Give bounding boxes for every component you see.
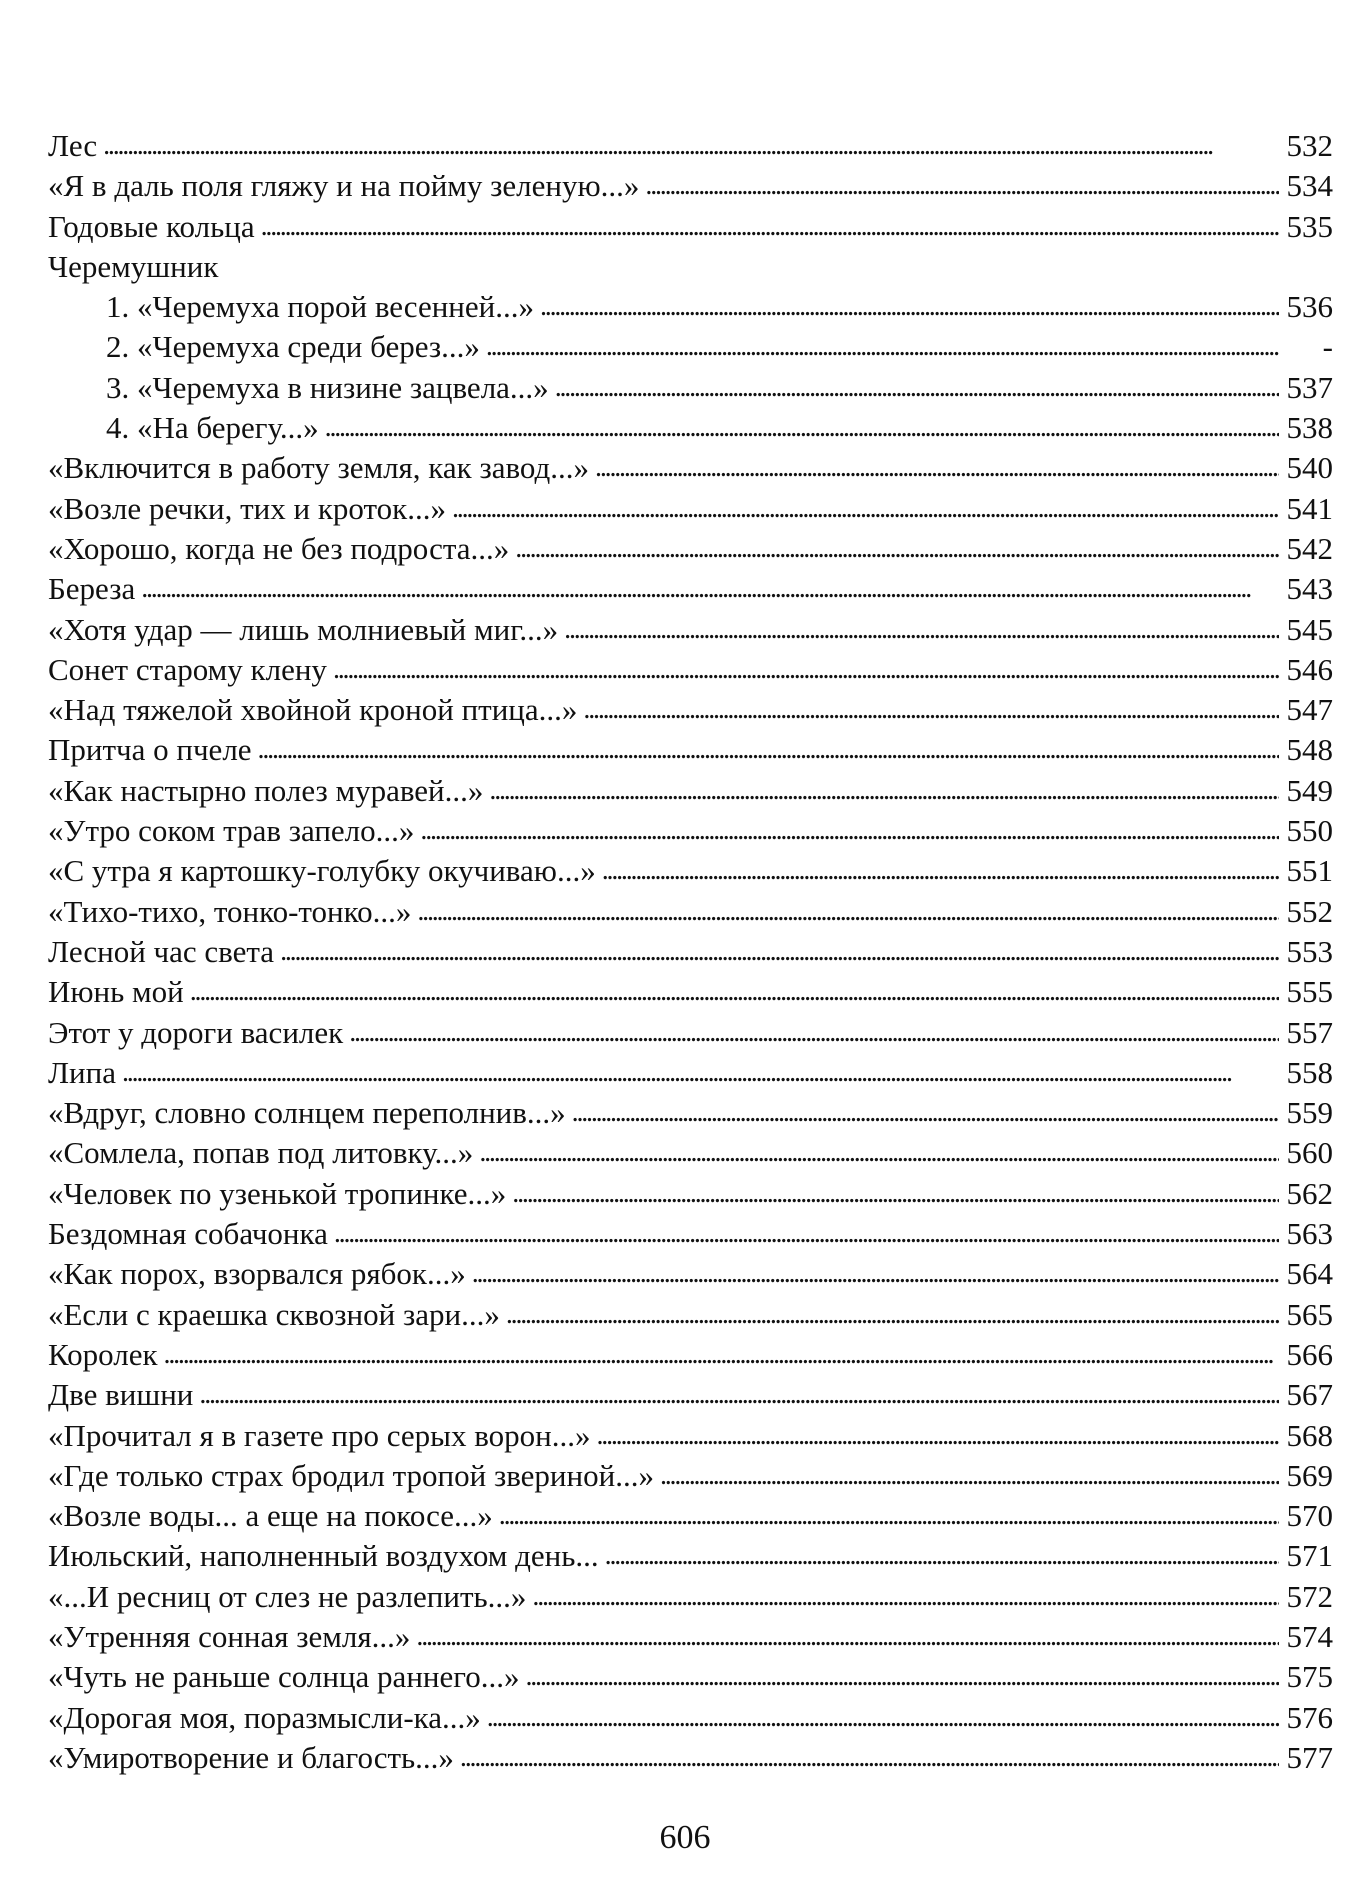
toc-entry-title: Июльский, наполненный воздухом день... bbox=[48, 1538, 599, 1574]
toc-entry-page: 549 bbox=[1286, 772, 1333, 808]
toc-entry-title: «...И ресниц от слез не разлепить...» bbox=[48, 1578, 527, 1614]
dot-leader bbox=[515, 527, 1279, 569]
toc-entry bbox=[48, 1174, 1333, 1214]
dot-leader bbox=[280, 930, 1279, 972]
toc-entry-page: 574 bbox=[1286, 1618, 1333, 1654]
dot-leader bbox=[417, 890, 1279, 932]
toc-entry-page: 572 bbox=[1286, 1578, 1333, 1614]
toc-entry-title: «Включится в работу земля, как завод...» bbox=[48, 450, 590, 486]
toc-entry bbox=[48, 1738, 1333, 1778]
toc-entry-page: 534 bbox=[1286, 168, 1333, 204]
toc-entry-title: Лес bbox=[48, 128, 98, 163]
toc-entry-title: Липа bbox=[48, 1054, 116, 1090]
dot-leader bbox=[479, 1131, 1279, 1173]
toc-entry bbox=[48, 650, 1333, 690]
toc-entry-page: 565 bbox=[1286, 1296, 1333, 1332]
toc-entry-page: 542 bbox=[1286, 530, 1333, 566]
toc-entry bbox=[48, 892, 1333, 932]
toc-subentry bbox=[48, 287, 1333, 327]
table-of-contents bbox=[48, 126, 1333, 1778]
dot-leader bbox=[525, 1655, 1279, 1697]
page-number: 606 bbox=[659, 1819, 711, 1856]
toc-entry bbox=[48, 1295, 1333, 1335]
toc-entry-title: «Возле речки, тих и кроток...» bbox=[48, 490, 446, 526]
toc-entry-page: 571 bbox=[1286, 1538, 1333, 1574]
toc-entry-title: «Сомлела, попав под литовку...» bbox=[48, 1135, 474, 1171]
toc-entry bbox=[48, 1536, 1333, 1576]
toc-entry-title: «Прочитал я в газете про серых ворон...» bbox=[48, 1417, 591, 1453]
dot-leader bbox=[506, 1293, 1279, 1335]
dot-leader bbox=[487, 1696, 1279, 1738]
toc-entry-title: «Человек по узенькой тропинке...» bbox=[48, 1175, 507, 1211]
dot-leader bbox=[325, 406, 1279, 448]
toc-entry-title: Две вишни bbox=[48, 1377, 194, 1413]
toc-entry-page: 570 bbox=[1286, 1498, 1333, 1534]
toc-entry-page: 548 bbox=[1286, 732, 1333, 768]
toc-entry-page: 532 bbox=[1286, 128, 1333, 163]
dot-leader bbox=[602, 849, 1279, 891]
toc-entry-title: Июнь мой bbox=[48, 974, 184, 1010]
toc-entry bbox=[48, 811, 1333, 851]
toc-entry-page: 577 bbox=[1286, 1739, 1333, 1775]
toc-entry-title: Притча о пчеле bbox=[48, 732, 252, 768]
toc-entry-page: 543 bbox=[1286, 571, 1333, 607]
toc-entry bbox=[48, 690, 1333, 730]
toc-entry-title: Сонет старому клену bbox=[48, 651, 327, 687]
toc-entry bbox=[48, 730, 1333, 770]
toc-entry-title: «Вдруг, словно солнцем переполнив...» bbox=[48, 1095, 566, 1131]
toc-entry bbox=[48, 1657, 1333, 1697]
toc-entry bbox=[48, 1053, 1333, 1093]
dot-leader bbox=[596, 1414, 1279, 1456]
dot-leader bbox=[532, 1575, 1279, 1617]
toc-entry-page: 537 bbox=[1286, 369, 1333, 405]
dot-leader bbox=[460, 1736, 1279, 1778]
toc-entry-title: «Дорогая моя, поразмысли-ка...» bbox=[48, 1699, 481, 1735]
toc-entry bbox=[48, 1375, 1333, 1415]
dot-leader bbox=[512, 1172, 1279, 1214]
toc-entry-page: 569 bbox=[1286, 1457, 1333, 1493]
toc-entry bbox=[48, 207, 1333, 247]
toc-list bbox=[48, 126, 1333, 1778]
dot-leader bbox=[420, 809, 1279, 851]
toc-entry bbox=[48, 1416, 1333, 1456]
toc-subentry bbox=[48, 408, 1333, 448]
toc-entry-title: 3. «Черемуха в низине зацвела...» bbox=[106, 369, 549, 405]
toc-entry bbox=[48, 1214, 1333, 1254]
toc-entry-page: 560 bbox=[1286, 1135, 1333, 1171]
toc-entry-page: 552 bbox=[1286, 893, 1333, 929]
dot-leader bbox=[540, 285, 1279, 327]
toc-entry-page: 547 bbox=[1286, 692, 1333, 728]
dot-leader bbox=[122, 1051, 1279, 1093]
toc-entry bbox=[48, 1698, 1333, 1738]
toc-entry-title: «Как настырно полез муравей...» bbox=[48, 772, 484, 808]
dot-leader bbox=[261, 205, 1279, 247]
toc-entry-page: 575 bbox=[1286, 1659, 1333, 1695]
toc-entry bbox=[48, 1254, 1333, 1294]
toc-entry-page: 538 bbox=[1286, 410, 1333, 446]
toc-entry bbox=[48, 1335, 1333, 1375]
toc-entry-title: «Умиротворение и благость...» bbox=[48, 1739, 454, 1775]
toc-entry bbox=[48, 166, 1333, 206]
toc-entry bbox=[48, 1496, 1333, 1536]
dot-leader bbox=[452, 487, 1279, 529]
toc-entry-title: «Утренняя сонная земля...» bbox=[48, 1618, 411, 1654]
toc-entry-title: 2. «Черемуха среди берез...» bbox=[106, 329, 480, 365]
dot-leader bbox=[103, 124, 1279, 166]
toc-entry-title: Годовые кольца bbox=[48, 208, 255, 244]
toc-entry-page: 555 bbox=[1286, 974, 1333, 1010]
toc-entry-page: 540 bbox=[1286, 450, 1333, 486]
toc-entry-title: «Если с краешка сквозной зари...» bbox=[48, 1296, 500, 1332]
toc-entry-page: 541 bbox=[1286, 490, 1333, 526]
toc-entry-title: «Над тяжелой хвойной кроной птица...» bbox=[48, 692, 578, 728]
toc-entry-title: «Как порох, взорвался рябок...» bbox=[48, 1256, 466, 1292]
toc-entry-title: Береза bbox=[48, 571, 136, 607]
toc-entry bbox=[48, 247, 1333, 287]
toc-entry bbox=[48, 1093, 1333, 1133]
toc-entry bbox=[48, 489, 1333, 529]
toc-entry-title: «Хотя удар — лишь молниевый миг...» bbox=[48, 611, 559, 647]
toc-entry bbox=[48, 1133, 1333, 1173]
toc-entry bbox=[48, 126, 1333, 166]
dot-leader bbox=[349, 1011, 1279, 1053]
toc-entry bbox=[48, 1577, 1333, 1617]
toc-entry-page: 559 bbox=[1286, 1095, 1333, 1131]
toc-entry bbox=[48, 1013, 1333, 1053]
toc-subentry bbox=[48, 327, 1333, 367]
toc-entry-title: «Хорошо, когда не без подроста...» bbox=[48, 530, 510, 566]
toc-entry-page: 553 bbox=[1286, 933, 1333, 969]
dot-leader bbox=[489, 769, 1279, 811]
toc-entry-title: «Чуть не раньше солнца раннего...» bbox=[48, 1659, 520, 1695]
toc-entry bbox=[48, 851, 1333, 891]
dot-leader bbox=[660, 1454, 1279, 1496]
dot-leader bbox=[164, 1333, 1279, 1375]
dot-leader bbox=[486, 325, 1279, 367]
toc-entry bbox=[48, 610, 1333, 650]
dot-leader bbox=[564, 608, 1279, 650]
toc-subentry bbox=[48, 368, 1333, 408]
toc-entry-page: 564 bbox=[1286, 1256, 1333, 1292]
dot-leader bbox=[595, 446, 1279, 488]
dot-leader bbox=[499, 1494, 1279, 1536]
toc-entry bbox=[48, 771, 1333, 811]
toc-entry-page: 545 bbox=[1286, 611, 1333, 647]
toc-entry-page: 568 bbox=[1286, 1417, 1333, 1453]
dot-leader bbox=[199, 1373, 1279, 1415]
toc-entry-title: «Где только страх бродил тропой звериной...» bbox=[48, 1457, 654, 1493]
dot-leader bbox=[334, 1212, 1279, 1254]
toc-entry-page: 563 bbox=[1286, 1216, 1333, 1252]
toc-entry-page: 550 bbox=[1286, 813, 1333, 849]
toc-entry bbox=[48, 448, 1333, 488]
toc-entry bbox=[48, 569, 1333, 609]
toc-entry-page: 551 bbox=[1286, 853, 1333, 889]
toc-entry-page: 567 bbox=[1286, 1377, 1333, 1413]
dot-leader bbox=[258, 728, 1279, 770]
toc-entry-title: 1. «Черемуха порой весенней...» bbox=[106, 289, 534, 325]
toc-entry-title: Лесной час света bbox=[48, 933, 275, 969]
toc-entry-title: «Возле воды... а еще на покосе...» bbox=[48, 1498, 493, 1534]
dot-leader bbox=[141, 567, 1279, 609]
toc-entry-title: Этот у дороги василек bbox=[48, 1014, 344, 1050]
toc-entry-page: 536 bbox=[1286, 289, 1333, 325]
dot-leader bbox=[190, 970, 1279, 1012]
dot-leader bbox=[605, 1534, 1279, 1576]
toc-entry-page: 558 bbox=[1286, 1054, 1333, 1090]
toc-entry-page: - bbox=[1322, 329, 1333, 365]
toc-entry-title: «С утра я картошку-голубку окучиваю...» bbox=[48, 853, 596, 889]
dot-leader bbox=[645, 164, 1279, 206]
toc-entry-page: 566 bbox=[1286, 1336, 1333, 1372]
toc-entry-title: Бездомная собачонка bbox=[48, 1216, 328, 1252]
dot-leader bbox=[572, 1091, 1279, 1133]
dot-leader bbox=[333, 648, 1279, 690]
dot-leader bbox=[416, 1615, 1279, 1657]
toc-entry-page: 562 bbox=[1286, 1175, 1333, 1211]
toc-entry-page: 576 bbox=[1286, 1699, 1333, 1735]
toc-entry-page: 546 bbox=[1286, 651, 1333, 687]
toc-entry-page: 557 bbox=[1286, 1014, 1333, 1050]
toc-entry-title: «Я в даль поля гляжу и на пойму зеленую...» bbox=[48, 168, 640, 204]
toc-entry-title: «Тихо-тихо, тонко-тонко...» bbox=[48, 893, 412, 929]
toc-entry-title: 4. «На берегу...» bbox=[106, 410, 319, 446]
toc-entry-title: Королек bbox=[48, 1336, 158, 1372]
toc-entry bbox=[48, 1617, 1333, 1657]
dot-leader bbox=[472, 1252, 1279, 1294]
toc-entry-title: Черемушник bbox=[48, 248, 219, 284]
toc-entry-title: «Утро соком трав запело...» bbox=[48, 813, 415, 849]
toc-entry bbox=[48, 932, 1333, 972]
toc-entry bbox=[48, 529, 1333, 569]
toc-entry-page: 535 bbox=[1286, 208, 1333, 244]
dot-leader bbox=[583, 688, 1279, 730]
toc-entry bbox=[48, 1456, 1333, 1496]
dot-leader bbox=[555, 366, 1279, 408]
toc-entry bbox=[48, 972, 1333, 1012]
